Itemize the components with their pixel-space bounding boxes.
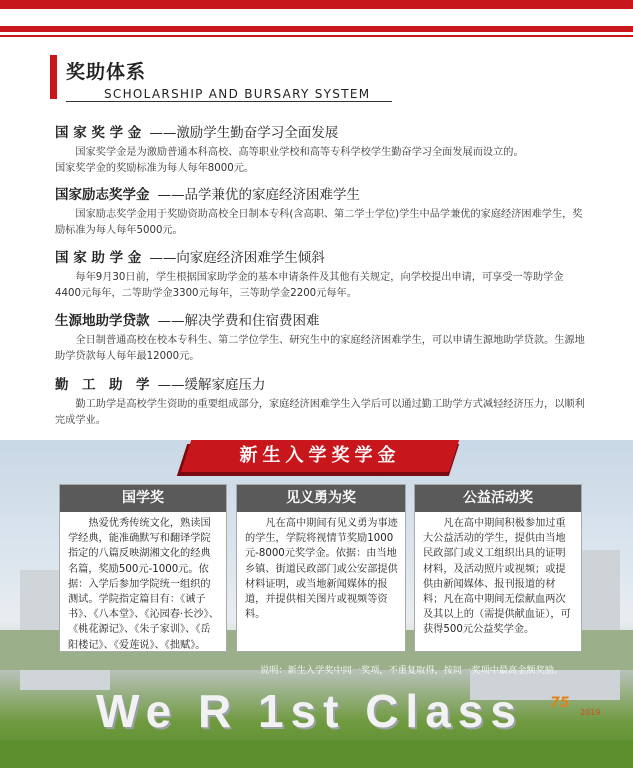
award-description: 国家励志奖学金用于奖励资助高校全日制本专科(含高职、第二学士学位)学生中品学兼优的家庭经济困难学生，奖励标准为每人每年5000元。 bbox=[55, 209, 583, 236]
award-description-2: 国家奖学金的奖励标准为每人每年8000元。 bbox=[55, 162, 255, 174]
card-body: 热爱优秀传统文化，熟读国学经典，能准确默写和翻译学院指定的八篇反映湖湘文化的经典名篇，奖励500元-1000元。依据：入学后参加学院统一组织的测试。学院指定篇目有：《诫子书》、《八本堂》、《沁园春·长沙》、《桃花源记》、《朱子家训》、《岳阳楼记》、《爱莲说》、《拙赋》。 bbox=[68, 518, 219, 651]
award-description: 每年9月30日前，学生根据国家助学金的基本申请条件及其他有关规定，向学校提出申请，可享受一等助学金4400元每年，二等助学金3300元每年，三等助学金2200元每年。 bbox=[55, 272, 564, 299]
card-title: 国学奖 bbox=[60, 485, 226, 512]
campus-slogan-sculpture: We R 1st Class bbox=[96, 685, 523, 737]
award-tagline: ——激励学生勤奋学习全面发展 bbox=[149, 125, 339, 141]
award-tagline: ——解决学费和住宿费困难 bbox=[157, 313, 320, 329]
top-red-bar bbox=[0, 0, 633, 9]
award-encouragement-scholarship bbox=[55, 183, 585, 238]
card-body: 凡在高中期间积极参加过重大公益活动的学生，提供由当地民政部门或义工组织出具的证明材料，及活动照片或视频；或提供由新闻媒体、报刊报道的材料；凡在高中期间无偿献血两次及其以上的（需提供献血证），可获得500元公益奖学金。 bbox=[423, 518, 571, 636]
card-title: 公益活动奖 bbox=[415, 485, 581, 512]
award-heading bbox=[55, 373, 585, 393]
award-heading bbox=[55, 309, 585, 329]
award-heading bbox=[55, 183, 585, 203]
award-tagline: ——向家庭经济困难学生倾斜 bbox=[149, 250, 325, 266]
award-national-scholarship bbox=[55, 121, 585, 176]
award-name: 国 家 助 学 金 bbox=[55, 250, 142, 266]
award-name: 生源地助学贷款 bbox=[55, 313, 150, 329]
section-underline bbox=[66, 101, 392, 102]
section-title: 奖助体系 bbox=[66, 61, 147, 83]
award-description: 国家奖学金是为激励普通本科高校、高等职业学校和高等专科学校学生勤奋学习全面发展而设立的。 bbox=[75, 147, 524, 158]
section-subtitle: SCHOLARSHIP AND BURSARY SYSTEM bbox=[104, 87, 371, 101]
top-red-thin-stripe bbox=[0, 35, 633, 37]
award-name: 国家励志奖学金 bbox=[55, 187, 150, 203]
card-bravery-award bbox=[236, 484, 406, 652]
freshman-banner-title: 新生入学奖学金 bbox=[239, 445, 401, 466]
award-tagline: ——品学兼优的家庭经济困难学生 bbox=[157, 187, 360, 203]
card-charity-award bbox=[414, 484, 582, 652]
anniversary-logo-number: 75 bbox=[550, 695, 570, 711]
award-student-loan bbox=[55, 309, 585, 364]
top-red-stripe bbox=[0, 26, 633, 32]
grass-foreground bbox=[0, 740, 633, 768]
section-accent-mark bbox=[50, 55, 57, 99]
anniversary-logo-year: 2019 bbox=[580, 708, 601, 717]
card-guoxue-award bbox=[59, 484, 227, 652]
award-description: 全日制普通高校在校本专科生、第二学位学生、研究生中的家庭经济困难学生，可以申请生源地助学贷款。生源地助学贷款每人每年最12000元。 bbox=[55, 335, 585, 362]
card-body: 凡在高中期间有见义勇为事迹的学生，学院将视情节奖励1000元-8000元奖学金。依据：由当地乡镇、街道民政部门或公安部提供材料证明，或当地新闻媒体的报道，并提供相关图片或视频等资料。 bbox=[245, 518, 398, 621]
award-name: 国 家 奖 学 金 bbox=[55, 125, 142, 141]
award-heading bbox=[55, 246, 585, 266]
award-tagline: ——缓解家庭压力 bbox=[157, 377, 266, 393]
freshman-note: 说明：新生入学奖中同一奖项，不重复取得，按同一奖项中最高金额奖励。 bbox=[260, 665, 564, 676]
card-title: 见义勇为奖 bbox=[237, 485, 405, 512]
award-national-grant bbox=[55, 246, 585, 301]
award-name: 勤 工 助 学 bbox=[55, 377, 150, 393]
award-work-study bbox=[55, 373, 585, 428]
award-heading bbox=[55, 121, 585, 141]
award-description: 勤工助学是高校学生资助的重要组成部分，家庭经济困难学生入学后可以通过勤工助学方式减轻经济压力，以顺利完成学业。 bbox=[55, 399, 585, 426]
